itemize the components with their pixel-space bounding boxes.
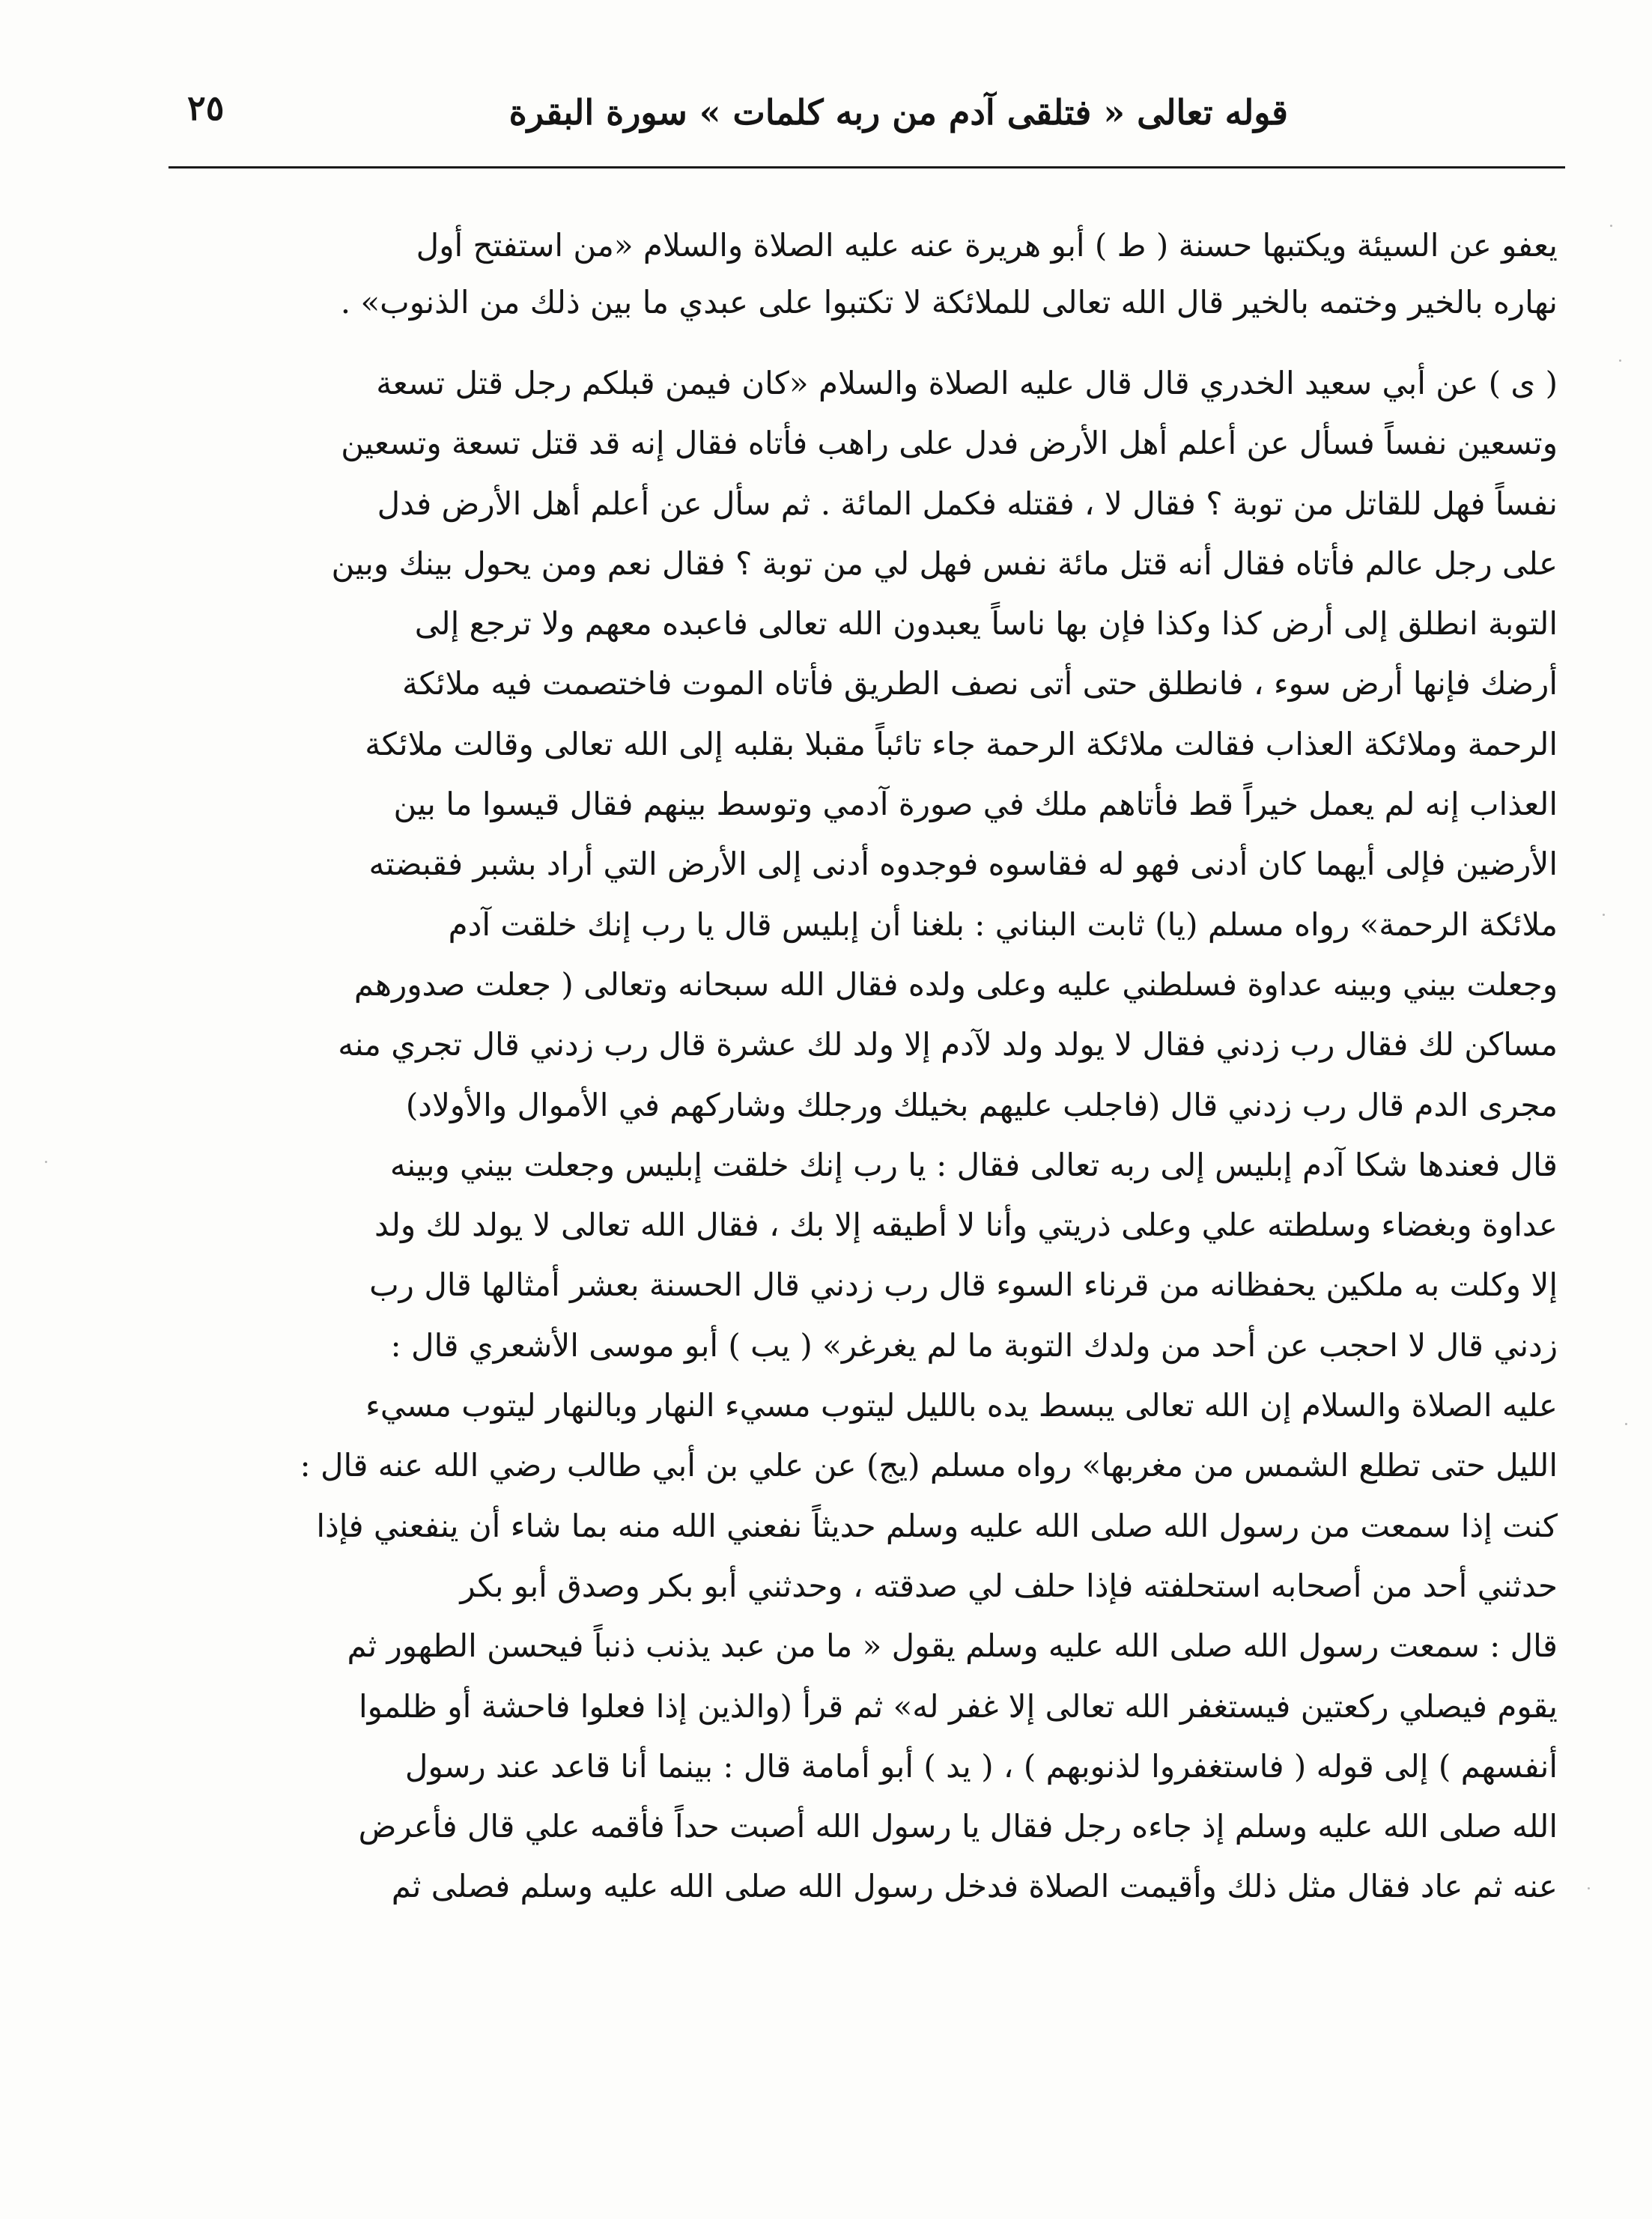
running-header (168, 86, 1531, 157)
body-text (150, 217, 1558, 1917)
text-line: ملائكة الرحمة» رواه مسلم (يا) ثابت البناني : بلغنا أن إبليس قال يا رب إنك خلقت آدم (448, 905, 1558, 943)
text-line: حدثني أحد من أصحابه استحلفته فإذا حلف لي صدقته ، وحدثني أبو بكر وصدق أبو بكر (460, 1567, 1558, 1604)
text-line: مساكن لك فقال رب زدني فقال لا يولد ولد لآدم إلا ولد لك عشرة قال رب زدني قال تجري منه (338, 1026, 1558, 1063)
text-line: التوبة انطلق إلى أرض كذا وكذا فإن بها ناساً يعبدون الله تعالى فاعبده معهم ولا ترجع إلى (414, 605, 1558, 643)
paragraph-1 (150, 217, 1558, 331)
paragraph-2 (150, 353, 1558, 1917)
text-line: الرحمة وملائكة العذاب فقالت ملائكة الرحمة جاء تائباً مقبلا بقلبه إلى الله تعالى وقالت ملائكة (365, 725, 1558, 762)
header-rule (168, 166, 1565, 169)
text-line: الليل حتى تطلع الشمس من مغربها» رواه مسلم (يج) عن علي بن أبي طالب رضي الله عنه قال : (300, 1447, 1558, 1484)
text-line: على رجل عالم فأتاه فقال أنه قتل مائة نفس فهل لي من توبة ؟ فقال نعم ومن يحول بينك وبين (331, 544, 1558, 582)
text-line: كنت إذا سمعت من رسول الله صلى الله عليه وسلم حديثاً نفعني الله منه بما شاء أن ينفعني فإذا (316, 1507, 1558, 1544)
text-line: عليه الصلاة والسلام إن الله تعالى يبسط يده بالليل ليتوب مسيء النهار وبالنهار ليتوب مسيء (365, 1387, 1558, 1424)
text-line: قال : سمعت رسول الله صلى الله عليه وسلم يقول « ما من عبد يذنب ذنباً فيحسن الطهور ثم (347, 1627, 1558, 1665)
scan-speck (1625, 1423, 1627, 1425)
text-line: أرضك فإنها أرض سوء ، فانطلق حتى أتى نصف الطريق فأتاه الموت فاختصمت فيه ملائكة (402, 665, 1558, 702)
text-line: وجعلت بيني وبينه عداوة فسلطني عليه وعلى ولده فقال الله سبحانه وتعالى ( جعلت صدورهم (353, 965, 1558, 1003)
text-line: نفساً فهل للقاتل من توبة ؟ فقال لا ، فقتله فكمل المائة . ثم سأل عن أعلم أهل الأرض فدل (377, 485, 1558, 522)
text-line: عنه ثم عاد فقال مثل ذلك وأقيمت الصلاة فدخل رسول الله صلى الله عليه وسلم فصلى ثم (391, 1868, 1558, 1905)
text-line: يعفو عن السيئة ويكتبها حسنة ( ط ) أبو هريرة عنه عليه الصلاة والسلام «من استفتح أول (416, 227, 1558, 264)
scan-speck (1603, 914, 1605, 916)
text-line: إلا وكلت به ملكين يحفظانه من قرناء السوء قال رب زدني قال الحسنة بعشر أمثالها قال رب (369, 1266, 1558, 1304)
text-line: وتسعين نفساً فسأل عن أعلم أهل الأرض فدل على راهب فأتاه فقال إنه قد قتل تسعة وتسعين (341, 425, 1558, 462)
text-line: ( ى ) عن أبي سعيد الخدري قال قال عليه الصلاة والسلام «كان فيمن قبلكم رجل قتل تسعة (376, 365, 1558, 401)
scan-speck (45, 1161, 47, 1163)
text-line: يقوم فيصلي ركعتين فيستغفر الله تعالى إلا غفر له» ثم قرأ (والذين إذا فعلوا فاحشة أو ظلموا (358, 1687, 1558, 1725)
scan-speck (1619, 359, 1621, 362)
text-line: الأرضين فإلى أيهما كان أدنى فهو له فقاسوه فوجدوه أدنى إلى الأرض التي أراد بشبر فقبضته (368, 846, 1558, 883)
text-line: قال فعندها شكا آدم إبليس إلى ربه تعالى فقال : يا رب إنك خلقت إبليس وجعلت بيني وبينه (389, 1146, 1558, 1183)
text-line: عداوة وبغضاء وسلطته علي وعلى ذريتي وأنا لا أطيقه إلا بك ، فقال الله تعالى لا يولد لك ولد (374, 1206, 1558, 1244)
text-line: زدني قال لا احجب عن أحد من ولدك التوبة ما لم يغرغر» ( يب ) أبو موسى الأشعري قال : (390, 1326, 1558, 1364)
text-line: الله صلى الله عليه وسلم إذ جاءه رجل فقال يا رسول الله أصبت حداً فأقمه علي قال فأعرض (358, 1808, 1558, 1845)
text-line: أنفسهم ) إلى قوله ( فاستغفروا لذنوبهم ) ، ( يد ) أبو أمامة قال : بينما أنا قاعد عند رسول (404, 1747, 1558, 1785)
scan-speck (1610, 225, 1612, 227)
header-title: قوله تعالى « فتلقى آدم من ربه كلمات » سورة البقرة (508, 92, 1288, 133)
text-line: نهاره بالخير وختمه بالخير قال الله تعالى للملائكة لا تكتبوا على عبدي ما بين ذلك من الذنوب» . (340, 284, 1558, 321)
page-number: ٢٥ (187, 88, 225, 128)
text-line: مجرى الدم قال رب زدني قال (فاجلب عليهم بخيلك ورجلك وشاركهم في الأموال والأولاد) (405, 1086, 1558, 1123)
text-line: العذاب إنه لم يعمل خيراً قط فأتاهم ملك في صورة آدمي وتوسط بينهم فقال قيسوا ما بين (393, 786, 1558, 823)
scan-speck (1588, 1887, 1590, 1889)
